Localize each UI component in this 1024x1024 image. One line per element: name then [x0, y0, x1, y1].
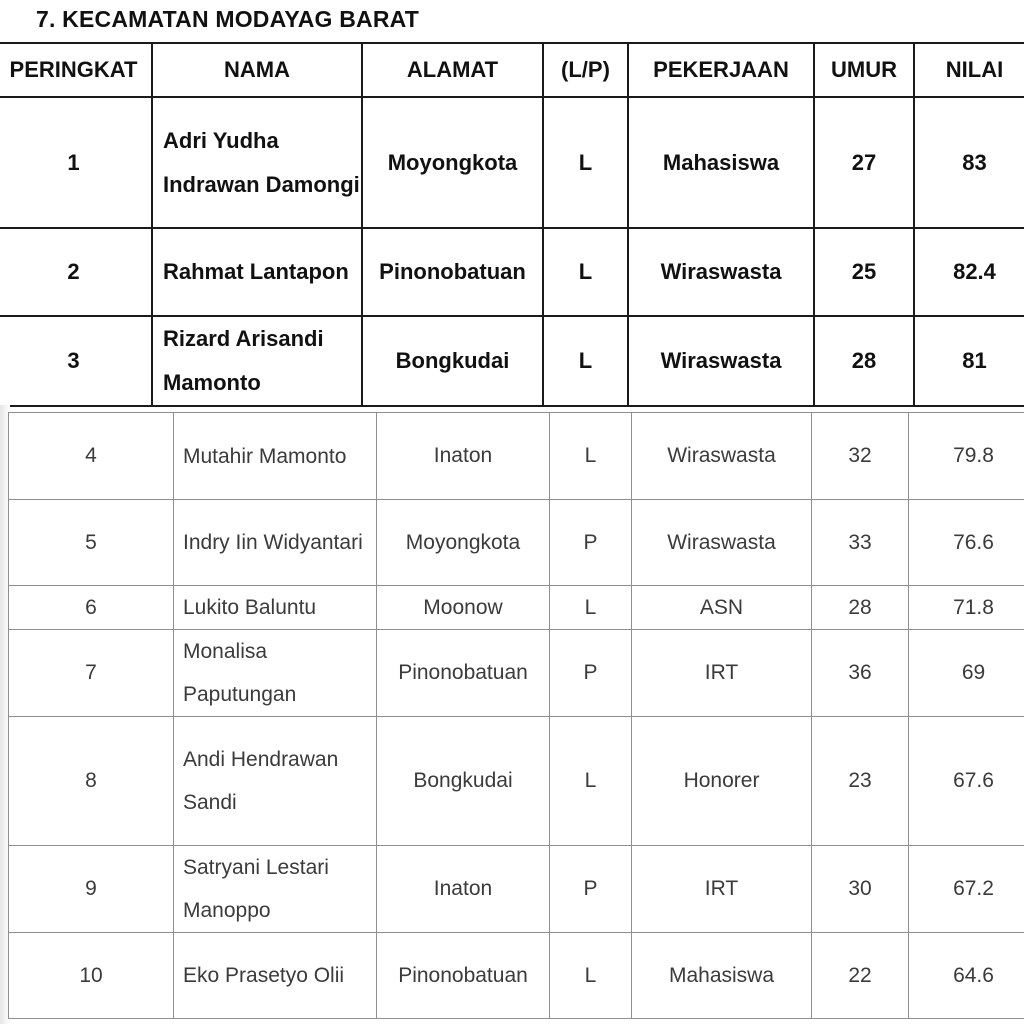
cell-name: Andi Hendrawan Sandi [174, 717, 377, 846]
header-address: ALAMAT [362, 43, 543, 97]
cell-job: Wiraswasta [628, 228, 814, 316]
cell-name: Adri Yudha Indrawan Damongi [152, 97, 362, 228]
cell-age: 36 [812, 630, 909, 717]
table-row [9, 630, 1024, 717]
header-score: NILAI [914, 43, 1024, 97]
cell-rank: 6 [9, 586, 174, 630]
table-row [9, 413, 1024, 500]
cell-rank: 3 [0, 316, 152, 406]
cell-age: 30 [812, 846, 909, 933]
header-job: PEKERJAAN [628, 43, 814, 97]
table-header-row [0, 43, 1024, 97]
cell-rank: 8 [9, 717, 174, 846]
cell-gender: L [550, 717, 632, 846]
cell-rank: 10 [9, 933, 174, 1019]
table-row [9, 717, 1024, 846]
ranking-table-top [0, 42, 1024, 407]
cell-score: 67.2 [909, 846, 1024, 933]
cell-gender: L [550, 933, 632, 1019]
header-name: NAMA [152, 43, 362, 97]
table-row [9, 586, 1024, 630]
table-row [0, 316, 1024, 406]
cell-age: 25 [814, 228, 914, 316]
cell-score: 76.6 [909, 500, 1024, 586]
cell-job: Mahasiswa [628, 97, 814, 228]
cell-age: 23 [812, 717, 909, 846]
cell-age: 33 [812, 500, 909, 586]
cell-score: 81 [914, 316, 1024, 406]
cell-gender: L [550, 586, 632, 630]
cell-rank: 1 [0, 97, 152, 228]
cell-job: ASN [632, 586, 812, 630]
cell-score: 79.8 [909, 413, 1024, 500]
document-title: 7. KECAMATAN MODAYAG BARAT [36, 6, 420, 32]
cell-name: Mutahir Mamonto [174, 413, 377, 500]
cell-gender: L [543, 97, 628, 228]
cell-address: Pinonobatuan [377, 630, 550, 717]
cell-age: 22 [812, 933, 909, 1019]
cell-address: Inaton [377, 846, 550, 933]
cell-address: Moyongkota [362, 97, 543, 228]
cell-job: IRT [632, 630, 812, 717]
cell-name: Monalisa Paputungan [174, 630, 377, 717]
table-row [9, 846, 1024, 933]
cell-address: Moyongkota [377, 500, 550, 586]
cell-address: Moonow [377, 586, 550, 630]
cell-job: IRT [632, 846, 812, 933]
cell-rank: 9 [9, 846, 174, 933]
cell-name: Indry Iin Widyantari [174, 500, 377, 586]
cell-name: Satryani Lestari Manoppo [174, 846, 377, 933]
header-rank: PERINGKAT [0, 43, 152, 97]
cell-gender: L [543, 228, 628, 316]
cell-gender: P [550, 846, 632, 933]
cell-name: Lukito Baluntu [174, 586, 377, 630]
cell-rank: 4 [9, 413, 174, 500]
cell-score: 67.6 [909, 717, 1024, 846]
cell-job: Wiraswasta [632, 413, 812, 500]
cell-score: 69 [909, 630, 1024, 717]
cell-job: Mahasiswa [632, 933, 812, 1019]
cell-job: Wiraswasta [628, 316, 814, 406]
cell-rank: 7 [9, 630, 174, 717]
cell-score: 83 [914, 97, 1024, 228]
cell-rank: 5 [9, 500, 174, 586]
cell-name: Rahmat Lantapon [152, 228, 362, 316]
cell-name: Rizard Arisandi Mamonto [152, 316, 362, 406]
cell-rank: 2 [0, 228, 152, 316]
cell-gender: L [550, 413, 632, 500]
cell-address: Pinonobatuan [377, 933, 550, 1019]
header-age: UMUR [814, 43, 914, 97]
header-gender: (L/P) [543, 43, 628, 97]
cell-age: 27 [814, 97, 914, 228]
cell-age: 28 [812, 586, 909, 630]
table-row [0, 97, 1024, 228]
cell-score: 64.6 [909, 933, 1024, 1019]
ranking-table-bottom [8, 412, 1024, 1019]
cell-gender: L [543, 316, 628, 406]
table-row [9, 933, 1024, 1019]
cell-score: 71.8 [909, 586, 1024, 630]
cell-address: Bongkudai [377, 717, 550, 846]
cell-address: Inaton [377, 413, 550, 500]
cell-age: 28 [814, 316, 914, 406]
cell-job: Wiraswasta [632, 500, 812, 586]
cell-name: Eko Prasetyo Olii [174, 933, 377, 1019]
cell-gender: P [550, 500, 632, 586]
cell-gender: P [550, 630, 632, 717]
table-row [0, 228, 1024, 316]
cell-address: Pinonobatuan [362, 228, 543, 316]
cell-address: Bongkudai [362, 316, 543, 406]
cell-job: Honorer [632, 717, 812, 846]
cell-age: 32 [812, 413, 909, 500]
table-row [9, 500, 1024, 586]
cell-score: 82.4 [914, 228, 1024, 316]
